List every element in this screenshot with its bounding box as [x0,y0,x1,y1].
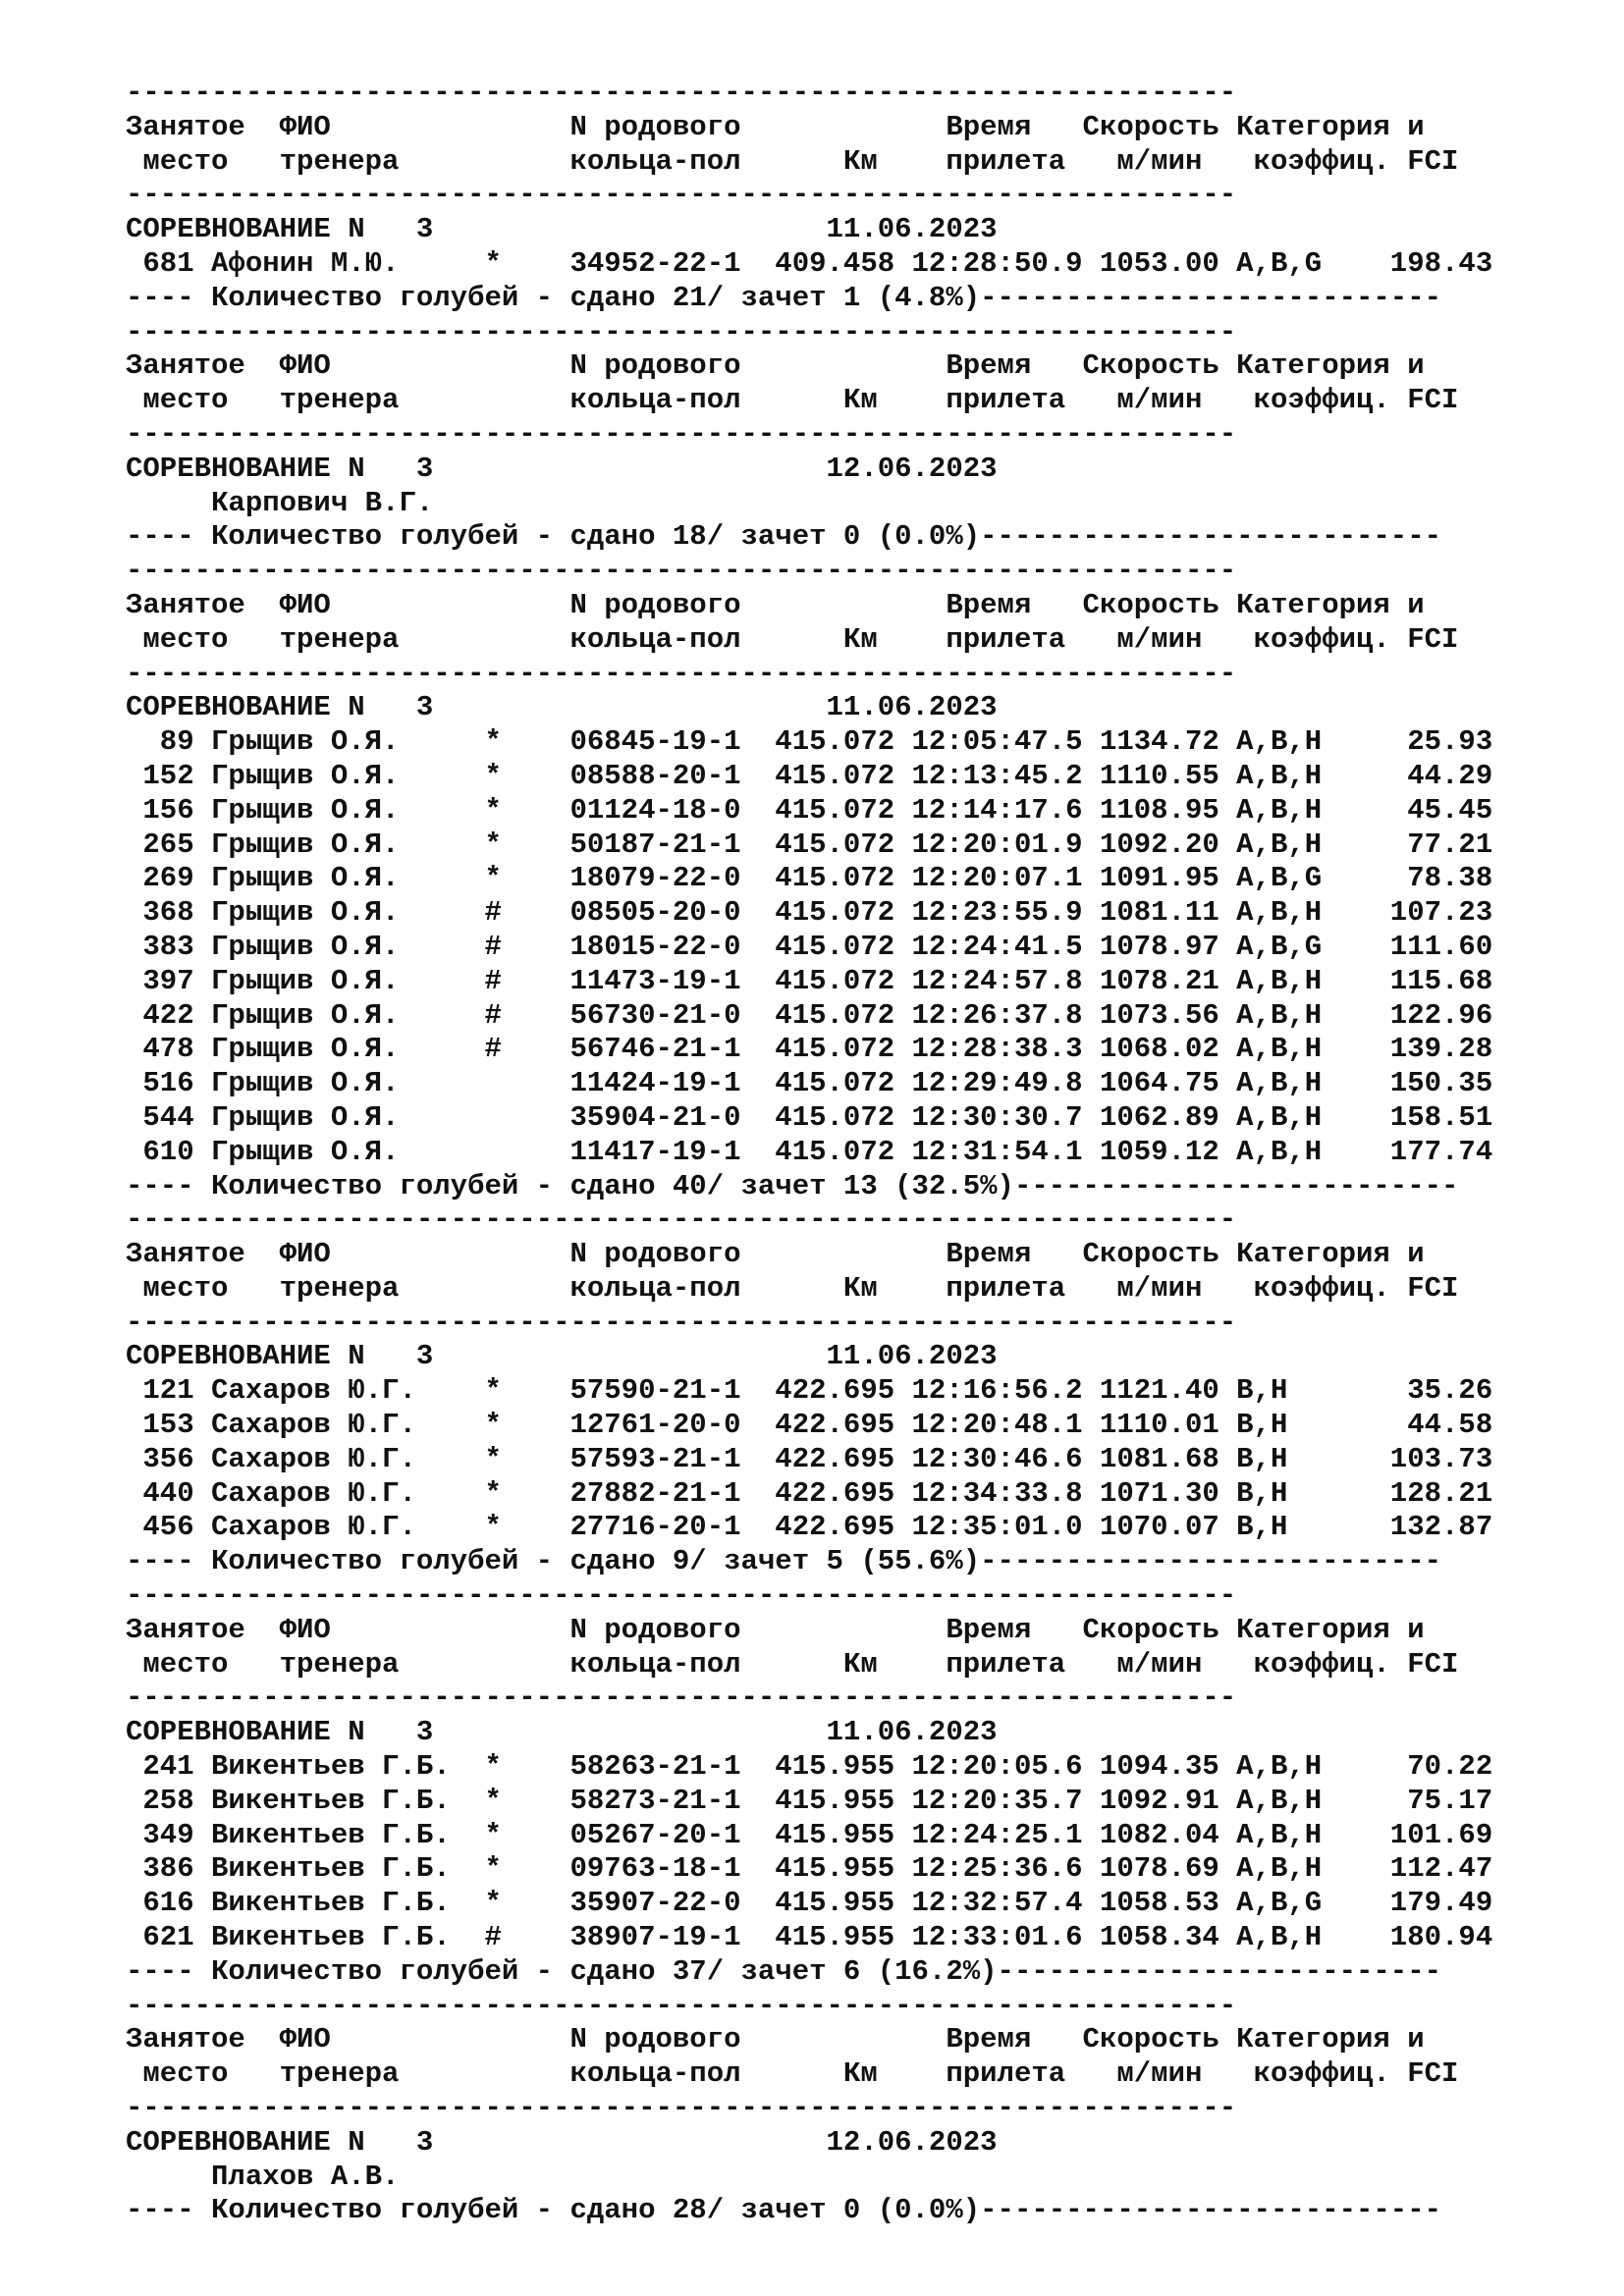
separator-line: ----------------------------------------------------------------- [126,1682,1237,1715]
result-row: 265 Грыщив О.Я. * 50187-21-1 415.072 12:20:01.9 1092.20 A,B,H 77.21 [126,828,1493,861]
competition-heading: СОРЕВНОВАНИЕ N 3 11.06.2023 [126,1340,998,1373]
result-row: 121 Сахаров Ю.Г. * 57590-21-1 422.695 12:16:56.2 1121.40 B,H 35.26 [126,1374,1493,1408]
separator-line: ----------------------------------------------------------------- [126,1579,1237,1613]
column-header-line-2: место тренера кольца-пол Км прилета м/мин коэффиц. FCI [126,2057,1459,2091]
result-row: 356 Сахаров Ю.Г. * 57593-21-1 422.695 12:30:46.6 1081.68 B,H 103.73 [126,1442,1493,1475]
separator-line: ----------------------------------------------------------------- [126,1989,1237,2022]
separator-line: ----------------------------------------------------------------- [126,315,1237,348]
column-header-line-1: Занятое ФИО N родового Время Скорость Категория и [126,110,1425,143]
summary-line: ---- Количество голубей - сдано 9/ зачет 5 (55.6%)--------------------------- [126,1545,1442,1578]
column-header-line-1: Занятое ФИО N родового Время Скорость Категория и [126,1238,1425,1271]
column-header-line-2: место тренера кольца-пол Км прилета м/мин коэффиц. FCI [126,1647,1459,1681]
competition-heading: СОРЕВНОВАНИЕ N 3 11.06.2023 [126,213,998,246]
results-printout [126,77,1598,2228]
result-row: 152 Грыщив О.Я. * 08588-20-1 415.072 12:13:45.2 1110.55 A,B,H 44.29 [126,759,1493,792]
column-header-line-2: место тренера кольца-пол Км прилета м/мин коэффиц. FCI [126,1271,1459,1305]
result-row: 456 Сахаров Ю.Г. * 27716-20-1 422.695 12:35:01.0 1070.07 B,H 132.87 [126,1511,1493,1544]
competition-heading: СОРЕВНОВАНИЕ N 3 11.06.2023 [126,691,998,724]
result-row: 681 Афонин М.Ю. * 34952-22-1 409.458 12:28:50.9 1053.00 A,B,G 198.43 [126,246,1493,280]
summary-line: ---- Количество голубей - сдано 40/ зачет 13 (32.5%)-------------------------- [126,1169,1459,1202]
separator-line: ----------------------------------------------------------------- [126,77,1237,109]
column-header-line-2: место тренера кольца-пол Км прилета м/мин коэффиц. FCI [126,622,1459,656]
result-row: 269 Грыщив О.Я. * 18079-22-0 415.072 12:20:07.1 1091.95 A,B,G 78.38 [126,862,1493,895]
result-row: 89 Грыщив О.Я. * 06845-19-1 415.072 12:05:47.5 1134.72 A,B,H 25.93 [126,725,1493,759]
column-header-line-2: место тренера кольца-пол Км прилета м/мин коэффиц. FCI [126,144,1459,178]
trainer-name-line: Карпович В.Г. [126,486,434,519]
competition-heading: СОРЕВНОВАНИЕ N 3 11.06.2023 [126,1716,998,1749]
summary-line: ---- Количество голубей - сдано 37/ зачет 6 (16.2%)-------------------------- [126,1954,1442,1988]
result-row: 616 Викентьев Г.Б. * 35907-22-0 415.955 12:32:57.4 1058.53 A,B,G 179.49 [126,1887,1493,1920]
result-row: 422 Грыщив О.Я. # 56730-21-0 415.072 12:26:37.8 1073.56 A,B,H 122.96 [126,998,1493,1032]
column-header-line-1: Занятое ФИО N родового Время Скорость Категория и [126,349,1425,383]
result-row: 241 Викентьев Г.Б. * 58263-21-1 415.955 12:20:05.6 1094.35 A,B,H 70.22 [126,1750,1493,1784]
result-row: 397 Грыщив О.Я. # 11473-19-1 415.072 12:24:57.8 1078.21 A,B,H 115.68 [126,964,1493,997]
result-row: 383 Грыщив О.Я. # 18015-22-0 415.072 12:24:41.5 1078.97 A,B,G 111.60 [126,930,1493,963]
result-row: 544 Грыщив О.Я. 35904-21-0 415.072 12:30:30.7 1062.89 A,B,H 158.51 [126,1100,1493,1134]
column-header-line-1: Занятое ФИО N родового Время Скорость Категория и [126,588,1425,621]
separator-line: ----------------------------------------------------------------- [126,179,1237,212]
trainer-name-line: Плахов А.В. [126,2160,400,2193]
result-row: 516 Грыщив О.Я. 11424-19-1 415.072 12:29:49.8 1064.75 A,B,H 150.35 [126,1067,1493,1100]
result-row: 610 Грыщив О.Я. 11417-19-1 415.072 12:31:54.1 1059.12 A,B,H 177.74 [126,1135,1493,1168]
result-row: 258 Викентьев Г.Б. * 58273-21-1 415.955 12:20:35.7 1092.91 A,B,H 75.17 [126,1784,1493,1817]
result-row: 368 Грыщив О.Я. # 08505-20-0 415.072 12:23:55.9 1081.11 A,B,H 107.23 [126,896,1493,930]
separator-line: ----------------------------------------------------------------- [126,2092,1237,2125]
separator-line: ----------------------------------------------------------------- [126,417,1237,451]
result-row: 156 Грыщив О.Я. * 01124-18-0 415.072 12:14:17.6 1108.95 A,B,H 45.45 [126,793,1493,827]
summary-line: ---- Количество голубей - сдано 21/ зачет 1 (4.8%)--------------------------- [126,281,1442,314]
result-row: 153 Сахаров Ю.Г. * 12761-20-0 422.695 12:20:48.1 1110.01 B,H 44.58 [126,1409,1493,1442]
summary-line: ---- Количество голубей - сдано 18/ зачет 0 (0.0%)--------------------------- [126,520,1442,554]
competition-heading: СОРЕВНОВАНИЕ N 3 12.06.2023 [126,452,998,485]
separator-line: ----------------------------------------------------------------- [126,1203,1237,1237]
separator-line: ----------------------------------------------------------------- [126,555,1237,588]
separator-line: ----------------------------------------------------------------- [126,1306,1237,1339]
separator-line: ----------------------------------------------------------------- [126,657,1237,690]
result-row: 478 Грыщив О.Я. # 56746-21-1 415.072 12:28:38.3 1068.02 A,B,H 139.28 [126,1033,1493,1066]
competition-heading: СОРЕВНОВАНИЕ N 3 12.06.2023 [126,2125,998,2159]
result-row: 349 Викентьев Г.Б. * 05267-20-1 415.955 12:24:25.1 1082.04 A,B,H 101.69 [126,1818,1493,1851]
column-header-line-2: место тренера кольца-пол Км прилета м/мин коэффиц. FCI [126,384,1459,417]
column-header-line-1: Занятое ФИО N родового Время Скорость Категория и [126,2023,1425,2056]
result-row: 440 Сахаров Ю.Г. * 27882-21-1 422.695 12:34:33.8 1071.30 B,H 128.21 [126,1476,1493,1510]
result-row: 386 Викентьев Г.Б. * 09763-18-1 415.955 12:25:36.6 1078.69 A,B,H 112.47 [126,1852,1493,1886]
summary-line: ---- Количество голубей - сдано 28/ зачет 0 (0.0%)--------------------------- [126,2194,1442,2227]
result-row: 621 Викентьев Г.Б. # 38907-19-1 415.955 12:33:01.6 1058.34 A,B,H 180.94 [126,1921,1493,1954]
column-header-line-1: Занятое ФИО N родового Время Скорость Категория и [126,1613,1425,1646]
